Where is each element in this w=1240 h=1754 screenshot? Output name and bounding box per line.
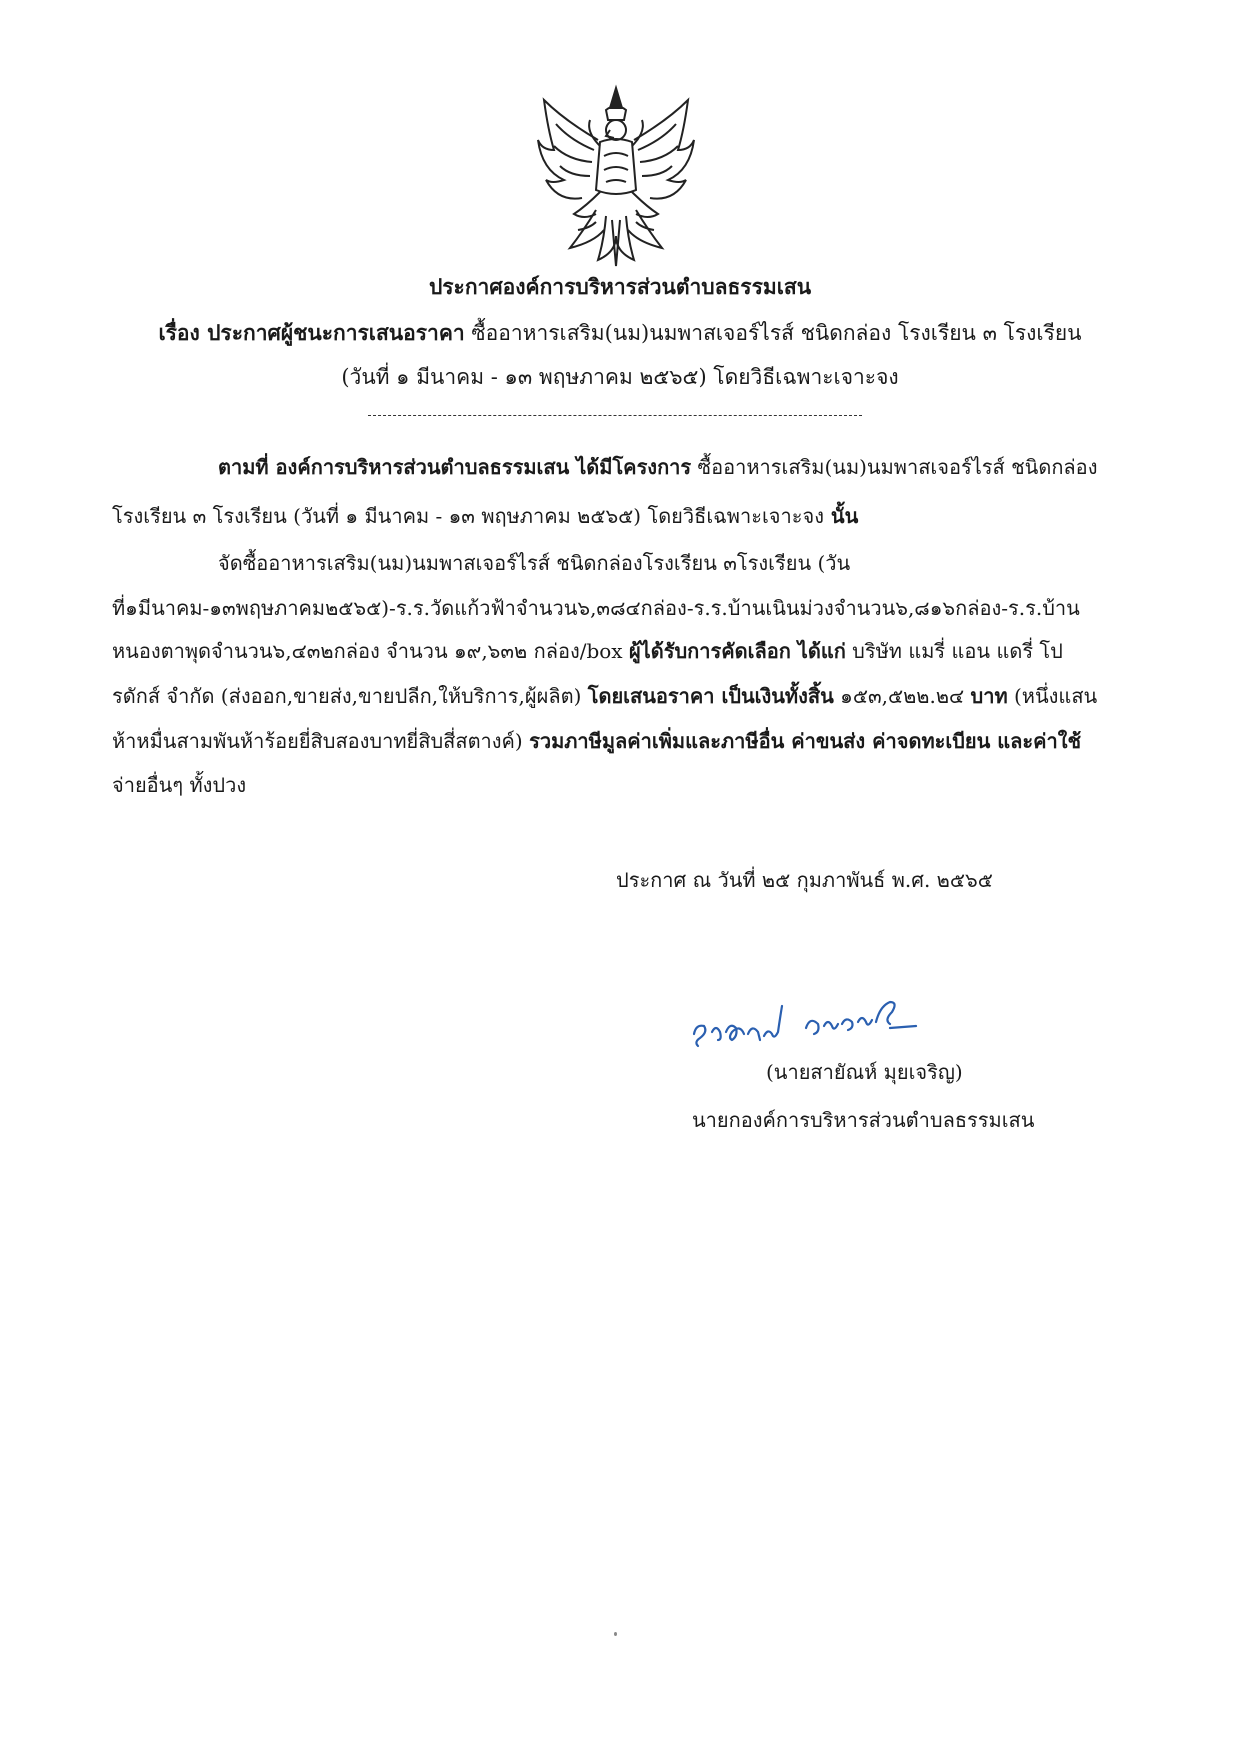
subject-rest: ซื้ออาหารเสริม(นม)นมพาสเจอร์ไรส์ ชนิดกล่อง โรงเรียน ๓ โรงเรียน xyxy=(464,321,1082,345)
paragraph2-line4-b: โดยเสนอราคา เป็นเงินทั้งสิ้น xyxy=(587,684,834,708)
handwritten-signature xyxy=(686,988,966,1058)
paragraph2-line3-c: บริษัท แมรี่ แอน แดรี่ โป xyxy=(845,639,1063,663)
garuda-emblem-icon xyxy=(534,80,698,270)
paragraph1-lead: ตามที่ องค์การบริหารส่วนตำบลธรรมเสน ได้มีโครงการ xyxy=(218,455,692,479)
signer-name: (นายสายัณห์ มุยเจริญ) xyxy=(766,1060,963,1084)
paragraph2-line4-a: รดักส์ จำกัด (ส่งออก,ขายส่ง,ขายปลีก,ให้บริการ,ผู้ผลิต) xyxy=(112,684,588,708)
paragraph2-line4-amount: ๑๕๓,๕๒๒.๒๔ xyxy=(833,684,971,708)
paragraph2-line3-b: ผู้ได้รับการคัดเลือก ได้แก่ xyxy=(628,639,846,663)
paragraph2-line1: จัดซื้ออาหารเสริม(นม)นมพาสเจอร์ไรส์ ชนิดกล่องโรงเรียน ๓โรงเรียน (วัน xyxy=(218,551,851,575)
signer-title: นายกองค์การบริหารส่วนตำบลธรรมเสน xyxy=(692,1108,1035,1132)
scan-speck xyxy=(614,1632,617,1636)
paragraph2-line5 xyxy=(112,727,1081,755)
subject-prefix: เรื่อง ประกาศผู้ชนะการเสนอราคา xyxy=(158,320,465,345)
paragraph2-line4 xyxy=(112,682,1097,710)
paragraph2-line4-e: (หนึ่งแสน xyxy=(1007,684,1098,708)
paragraph2-line5-a: ห้าหมื่นสามพันห้าร้อยยี่สิบสองบาทยี่สิบสี่สตางค์) xyxy=(112,729,530,753)
paragraph2-line2: ที่๑มีนาคม-๑๓พฤษภาคม๒๕๖๕)-ร.ร.วัดแก้วฟ้าจำนวน๖,๓๘๔กล่อง-ร.ร.บ้านเนินม่วงจำนวน๖,๘๑๖กล่อง-ร.ร.บ้าน xyxy=(112,596,1080,620)
paragraph2-line6: จ่ายอื่นๆ ทั้งปวง xyxy=(112,773,247,797)
paragraph2-line3-a: หนองตาพุดจำนวน๖,๔๓๒กล่อง จำนวน ๑๙,๖๓๒ กล่อง/box xyxy=(112,639,629,663)
separator-rule xyxy=(368,415,862,416)
paragraph2-line3 xyxy=(112,637,1063,665)
paragraph1-line2 xyxy=(112,502,858,530)
paragraph2-line4-currency: บาท xyxy=(970,684,1008,708)
announcement-title: ประกาศองค์การบริหารส่วนตำบลธรรมเสน xyxy=(428,274,812,299)
announcement-subject xyxy=(100,318,1140,348)
paragraph1-line2-text: โรงเรียน ๓ โรงเรียน (วันที่ ๑ มีนาคม - ๑๓ พฤษภาคม ๒๕๖๕) โดยวิธีเฉพาะเจาะจง xyxy=(112,504,824,528)
paragraph1-rest: ซื้ออาหารเสริม(นม)นมพาสเจอร์ไรส์ ชนิดกล่อง xyxy=(691,455,1098,479)
paragraph1-line1 xyxy=(218,453,1097,481)
announce-date: ประกาศ ณ วันที่ ๒๕ กุมภาพันธ์ พ.ศ. ๒๕๖๕ xyxy=(616,868,993,892)
announcement-subject-line2: (วันที่ ๑ มีนาคม - ๑๓ พฤษภาคม ๒๕๖๕) โดยวิธีเฉพาะเจาะจง xyxy=(341,365,899,389)
paragraph1-line2-end: นั้น xyxy=(823,504,859,528)
paragraph2-line5-b: รวมภาษีมูลค่าเพิ่มและภาษีอื่น ค่าขนส่ง ค่าจดทะเบียน และค่าใช้ xyxy=(529,729,1082,753)
